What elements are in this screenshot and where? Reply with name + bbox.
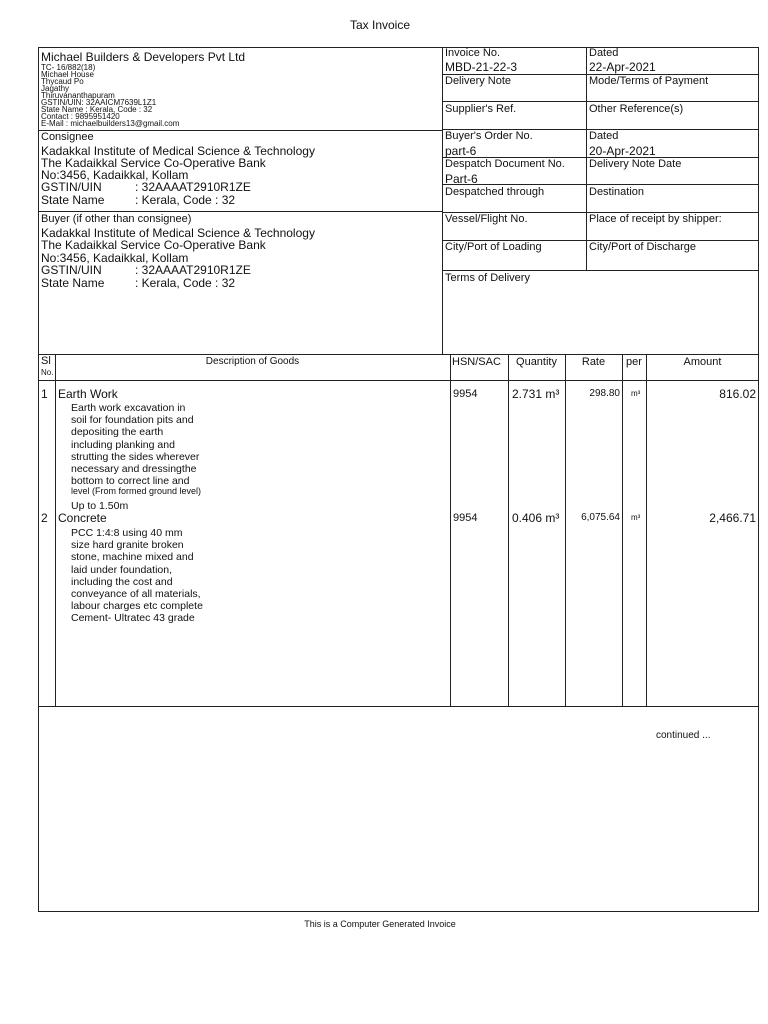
- description-line: including the cost and: [71, 575, 173, 588]
- destination-label: Destination: [589, 186, 645, 198]
- invoice-no-value: MBD-21-22-3: [445, 60, 518, 74]
- buyers-order-value: part-6: [445, 144, 477, 158]
- continued-note: continued ...: [656, 730, 711, 741]
- order-dated-label: Dated: [589, 130, 619, 142]
- delivery-note-date-label: Delivery Note Date: [589, 158, 682, 170]
- seller-gstin: GSTIN/UIN: 32AAICM7639L1Z1: [41, 98, 157, 107]
- seller-name: Michael Builders & Developers Pvt Ltd: [41, 50, 246, 64]
- seller-state: State Name : Kerala, Code : 32: [41, 105, 153, 114]
- buyer-gstin-value: : 32AAAAT2910R1ZE: [135, 263, 251, 277]
- description-line: strutting the sides wherever: [71, 450, 200, 463]
- dated-label: Dated: [589, 47, 619, 59]
- description-line: conveyance of all materials,: [71, 588, 201, 600]
- buyer-heading: Buyer (if other than consignee): [41, 213, 192, 225]
- consignee-name: Kadakkal Institute of Medical Science & Technology: [41, 144, 315, 158]
- seller-line: Thycaud Po: [41, 77, 84, 86]
- item-rate: 298.80: [589, 388, 620, 399]
- header-per: per: [626, 356, 642, 368]
- description-line: stone, machine mixed and: [71, 551, 194, 564]
- buyer-line: No:3456, Kadaikkal, Kollam: [41, 251, 189, 265]
- consignee-state-value: : Kerala, Code : 32: [135, 193, 236, 207]
- seller-line: Thiruvananthapuram: [41, 91, 115, 100]
- item-hsn: 9954: [453, 388, 478, 400]
- item-per: m³: [631, 389, 641, 398]
- place-receipt-label: Place of receipt by shipper:: [589, 213, 722, 225]
- item-hsn: 9954: [453, 512, 478, 524]
- header-quantity: Quantity: [516, 356, 557, 368]
- description-line: labour charges etc complete: [71, 600, 203, 613]
- item-name: Concrete: [58, 511, 107, 525]
- item-amount: 816.02: [719, 387, 756, 401]
- footer-note: This is a Computer Generated Invoice: [304, 919, 456, 929]
- seller-contact: Contact : 9895951420: [41, 112, 120, 121]
- consignee-heading: Consignee: [41, 131, 94, 143]
- seller-line: Jagathy: [41, 84, 70, 93]
- description-line: bottom to correct line and: [71, 475, 190, 488]
- item-sl: 2: [41, 511, 48, 525]
- item-per: m³: [631, 513, 641, 522]
- table-row: [38, 512, 759, 632]
- description-line: level (From formed ground level): [71, 486, 202, 497]
- item-name: Earth Work: [58, 387, 118, 401]
- seller-line: TC- 16/882(18): [41, 63, 96, 72]
- buyer-line: The Kadaikkal Service Co-Operative Bank: [41, 238, 266, 252]
- header-rate: Rate: [581, 356, 606, 368]
- other-ref-label: Other Reference(s): [589, 103, 684, 115]
- description-line: laid under foundation,: [71, 563, 172, 576]
- header-sl: Sl: [41, 355, 51, 367]
- consignee-state-label: State Name: [41, 193, 105, 207]
- dated-value: 22-Apr-2021: [589, 60, 656, 74]
- delivery-note-label: Delivery Note: [445, 75, 512, 87]
- buyer-state-label: State Name: [41, 276, 105, 290]
- header-description: Description of Goods: [205, 356, 300, 367]
- buyer-gstin-label: GSTIN/UIN: [41, 263, 102, 277]
- consignee-gstin-label: GSTIN/UIN: [41, 180, 102, 194]
- description-line: size hard granite broken: [71, 539, 184, 552]
- buyer-name: Kadakkal Institute of Medical Science & Technology: [41, 226, 315, 240]
- description-line: including planking and: [71, 438, 175, 451]
- description-line: necessary and dressingthe: [71, 463, 197, 475]
- suppliers-ref-label: Supplier's Ref.: [445, 103, 517, 115]
- despatched-through-label: Despatched through: [445, 186, 545, 198]
- header-amount: Amount: [683, 356, 722, 368]
- document-title: Tax Invoice: [349, 18, 411, 32]
- description-line: Cement- Ultratec 43 grade: [71, 612, 195, 625]
- despatch-doc-label: Despatch Document No.: [445, 158, 565, 170]
- invoice-no-label: Invoice No.: [445, 47, 501, 59]
- port-discharge-label: City/Port of Discharge: [589, 241, 696, 253]
- header-hsn: HSN/SAC: [452, 356, 501, 368]
- buyer-state-value: : Kerala, Code : 32: [135, 276, 236, 290]
- buyers-order-label: Buyer's Order No.: [445, 130, 533, 142]
- port-loading-label: City/Port of Loading: [445, 241, 542, 253]
- mode-terms-label: Mode/Terms of Payment: [589, 75, 709, 87]
- seller-email: E-Mail : michaelbuilders13@gmail.com: [41, 119, 180, 128]
- item-rate: 6,075.64: [581, 512, 620, 523]
- item-quantity: 0.406 m³: [512, 511, 560, 525]
- terms-delivery-label: Terms of Delivery: [445, 272, 530, 284]
- description-line: soil for foundation pits and: [71, 414, 194, 427]
- item-sl: 1: [41, 387, 48, 401]
- table-row: [38, 387, 759, 513]
- consignee-line: The Kadaikkal Service Co-Operative Bank: [41, 156, 266, 170]
- consignee-line: No:3456, Kadaikkal, Kollam: [41, 168, 189, 182]
- description-line: Up to 1.50m: [71, 499, 129, 512]
- description-line: depositing the earth: [71, 426, 164, 439]
- item-amount: 2,466.71: [709, 511, 756, 525]
- consignee-gstin-value: : 32AAAAT2910R1ZE: [135, 180, 251, 194]
- description-line: Earth work excavation in: [71, 402, 186, 414]
- header-no: No.: [41, 368, 54, 377]
- description-line: PCC 1:4:8 using 40 mm: [71, 527, 183, 539]
- vessel-label: Vessel/Flight No.: [445, 213, 528, 225]
- despatch-doc-value: Part-6: [445, 172, 478, 186]
- item-quantity: 2.731 m³: [512, 387, 560, 401]
- order-dated-value: 20-Apr-2021: [589, 144, 656, 158]
- seller-line: Michael House: [41, 70, 94, 79]
